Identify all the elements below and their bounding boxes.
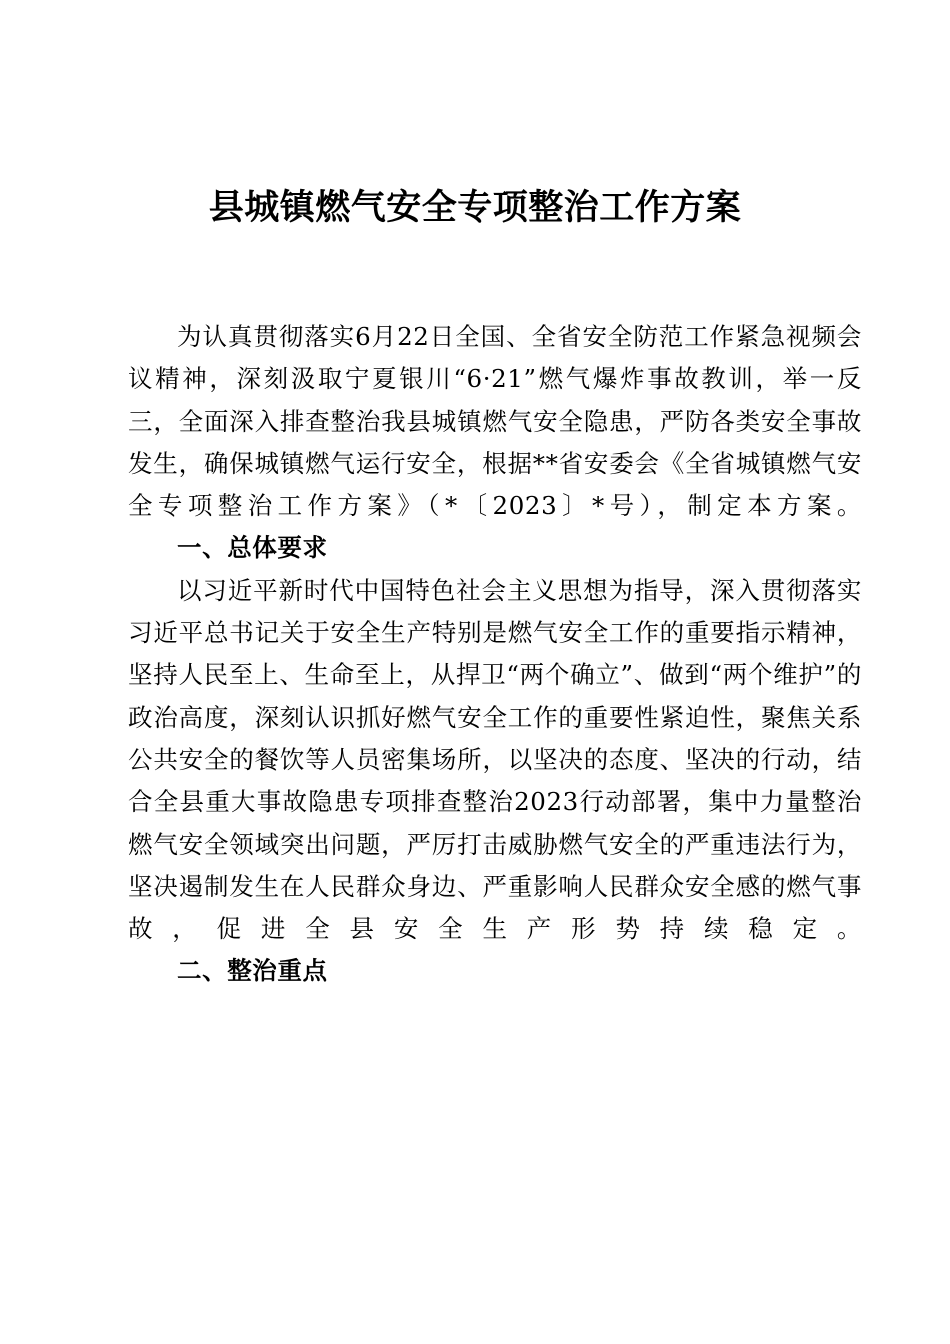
intro-paragraph: 为认真贯彻落实6月22日全国、全省安全防范工作紧急视频会议精神，深刻汲取宁夏银川“6·21”燃气爆炸事故教训，举一反三，全面深入排查整治我县城镇燃气安全隐患，严防各类安全事故发生，确保城镇燃气运行安全，根据**省安委会《全省城镇燃气安全专项整治工作方案》（*〔2023〕*号），制定本方案。 (128, 322, 862, 521)
document-title: 县城镇燃气安全专项整治工作方案 (208, 187, 742, 228)
section-heading-general-requirements: 一、总体要求 (177, 533, 328, 563)
section-heading-rectification-focus: 二、整治重点 (177, 956, 328, 986)
document-body (128, 316, 862, 993)
general-requirements-paragraph: 以习近平新时代中国特色社会主义思想为指导，深入贯彻落实习近平总书记关于安全生产特别是燃气安全工作的重要指示精神，坚持人民至上、生命至上，从捍卫“两个确立”、做到“两个维护”的政治高度，深刻认识抓好燃气安全工作的重要性紧迫性，聚焦关系公共安全的餐饮等人员密集场所，以坚决的态度、坚决的行动，结合全县重大事故隐患专项排查整治2023行动部署，集中力量整治燃气安全领域突出问题，严厉打击威胁燃气安全的严重违法行为，坚决遏制发生在人民群众身边、严重影响人民群众安全感的燃气事故，促进全县安全生产形势持续稳定。 (128, 575, 862, 944)
